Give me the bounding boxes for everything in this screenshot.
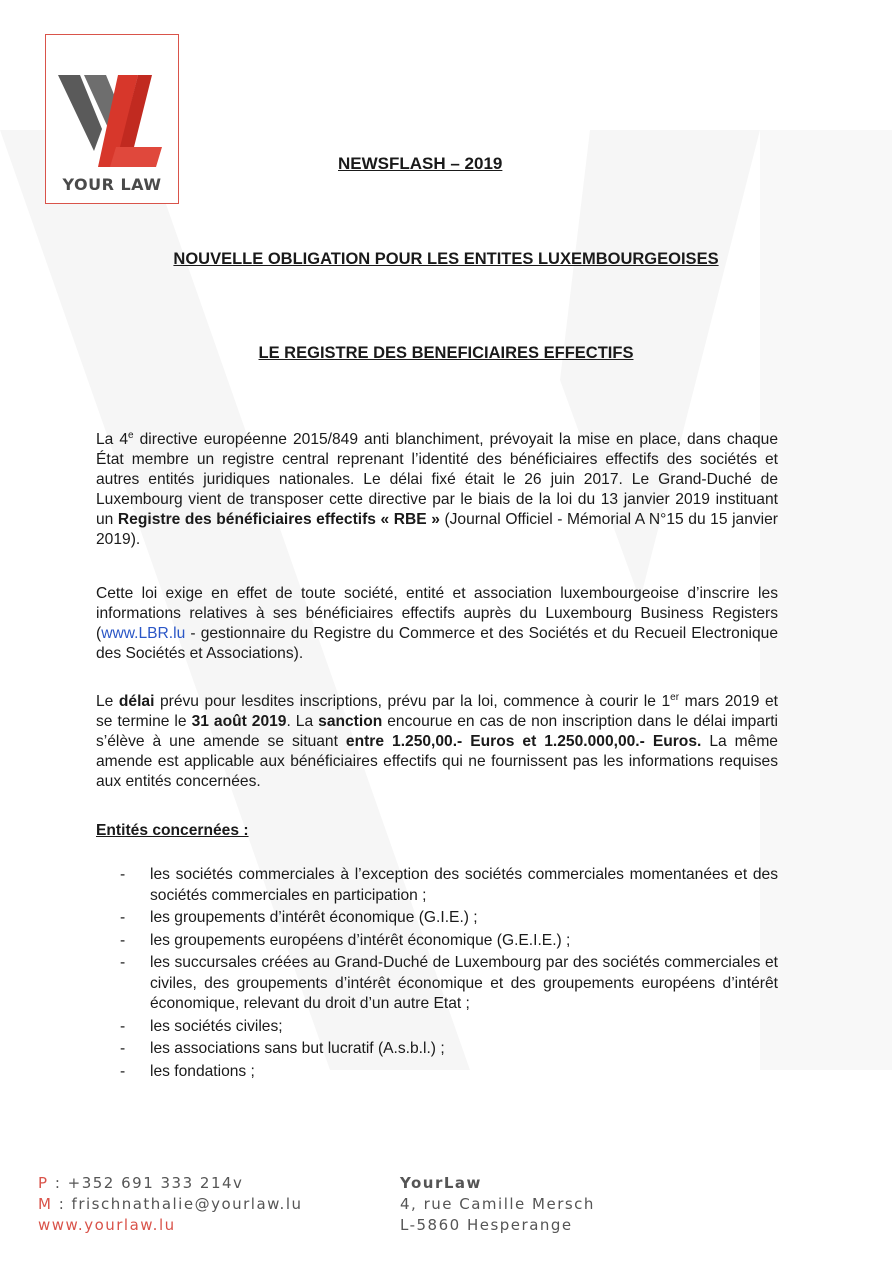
- list-item-text: les succursales créées au Grand-Duché de Luxembourg par des sociétés commerciales et civiles, des groupements d’intérêt économique et des groupements européens d’intérêt économique, relevant du droit d’un autre Etat ;: [150, 954, 778, 1012]
- text: directive européenne 2015/849 anti blanchiment, prévoyait la mise en place, dans chaque État membre un registre central reprenant l’identité des bénéficiaires effectifs des sociétés et autres entités juridiques nationales. Le délai fixé était le 26 juin 2017. Le Grand-Duché de Luxembourg vient de transposer cette directive par le biais de la loi du 13 janvier 2019 instituant un: [96, 431, 778, 528]
- list-item: [120, 1062, 778, 1083]
- list-item: [120, 953, 778, 1015]
- list-item: [120, 1017, 778, 1038]
- list-item: [120, 931, 778, 952]
- phone-label: P: [38, 1174, 49, 1192]
- text: - gestionnaire du Registre du Commerce et des Sociétés et du Recueil Electronique des Sociétés et Associations).: [96, 625, 778, 662]
- street-address: 4, rue Camille Mersch: [400, 1195, 595, 1213]
- text: La même amende est applicable aux bénéficiaires effectifs qui ne fournissent pas les informations requises aux entités concernées.: [96, 733, 778, 790]
- paragraph-directive: [96, 430, 778, 550]
- dash-bullet: -: [120, 1017, 126, 1035]
- list-item: [120, 908, 778, 929]
- text: (Journal Officiel - Mémorial A N°15 du 15 janvier 2019).: [96, 511, 779, 548]
- list-item-text: les groupements européens d’intérêt économique (G.E.I.E.) ;: [150, 931, 571, 949]
- city-address: L-5860 Hesperange: [400, 1216, 573, 1234]
- text: La 4: [96, 431, 129, 448]
- text: mars 2019 et se termine le: [96, 693, 778, 730]
- paragraph-obligation: [96, 584, 778, 664]
- website-link[interactable]: www.yourlaw.lu: [38, 1216, 176, 1234]
- text: encourue en cas de non inscription dans le délai imparti s’élève à une amende se situant: [96, 713, 778, 750]
- footer-phone: [38, 1173, 303, 1194]
- dash-bullet: -: [120, 866, 126, 883]
- text: Le: [96, 693, 119, 710]
- sub-title: LE REGISTRE DES BENEFICIAIRES EFFECTIFS: [258, 344, 634, 362]
- bold-text: Registre des bénéficiaires effectifs « RBE »: [117, 511, 440, 528]
- list-item-text: les groupements d’intérêt économique (G.I.E.) ;: [150, 909, 478, 926]
- bold-text: entre 1.250,00.- Euros et 1.250.000,00.- Euros.: [345, 733, 702, 750]
- text: Cette loi exige en effet de toute société, entité et association luxembourgeoise d’inscrire les informations relatives à ses bénéficiaires effectifs auprès du Luxembourg Business Registers (: [96, 585, 778, 642]
- dash-bullet: -: [120, 909, 126, 926]
- text: prévu pour lesdites inscriptions, prévu par la loi, commence à courir le 1: [154, 693, 671, 710]
- entity-list: [120, 865, 778, 1084]
- text: . La: [286, 713, 319, 730]
- dash-bullet: -: [120, 931, 126, 949]
- bold-text: délai: [118, 693, 155, 710]
- company-name: YourLaw: [400, 1174, 482, 1192]
- your-law-logo: [45, 34, 179, 204]
- bold-text: 31 août 2019: [191, 713, 287, 730]
- entities-heading: Entités concernées :: [96, 822, 249, 839]
- superscript: er: [670, 691, 680, 703]
- paragraph-deadline: [96, 692, 778, 792]
- phone-number: : +352 691 333 214v: [48, 1174, 244, 1192]
- yl-mark-icon: [56, 71, 170, 171]
- list-item-text: les sociétés civiles;: [150, 1017, 283, 1035]
- list-item: [120, 1039, 778, 1060]
- logo-text: YOUR LAW: [62, 175, 162, 194]
- list-item-text: les associations sans but lucratif (A.s.b.l.) ;: [150, 1040, 445, 1057]
- dash-bullet: -: [120, 954, 126, 971]
- email-address[interactable]: : frischnathalie@yourlaw.lu: [52, 1195, 303, 1213]
- footer-contact: [38, 1173, 303, 1236]
- main-title: NOUVELLE OBLIGATION POUR LES ENTITES LUXEMBOURGEOISES: [173, 250, 719, 268]
- list-item: [120, 865, 778, 906]
- dash-bullet: -: [120, 1040, 126, 1057]
- superscript: e: [128, 429, 134, 441]
- footer-mail: [38, 1194, 303, 1215]
- list-item-text: les fondations ;: [150, 1062, 255, 1080]
- footer-address: [400, 1173, 595, 1236]
- list-item-text: les sociétés commerciales à l’exception des sociétés commerciales momentanées et des sociétés commerciales en participation ;: [150, 866, 778, 904]
- bold-text: sanction: [318, 713, 383, 730]
- dash-bullet: -: [120, 1062, 126, 1080]
- mail-label: M: [38, 1195, 53, 1213]
- lbr-link[interactable]: www.LBR.lu: [101, 625, 186, 642]
- newsflash-heading: NEWSFLASH – 2019: [338, 154, 503, 173]
